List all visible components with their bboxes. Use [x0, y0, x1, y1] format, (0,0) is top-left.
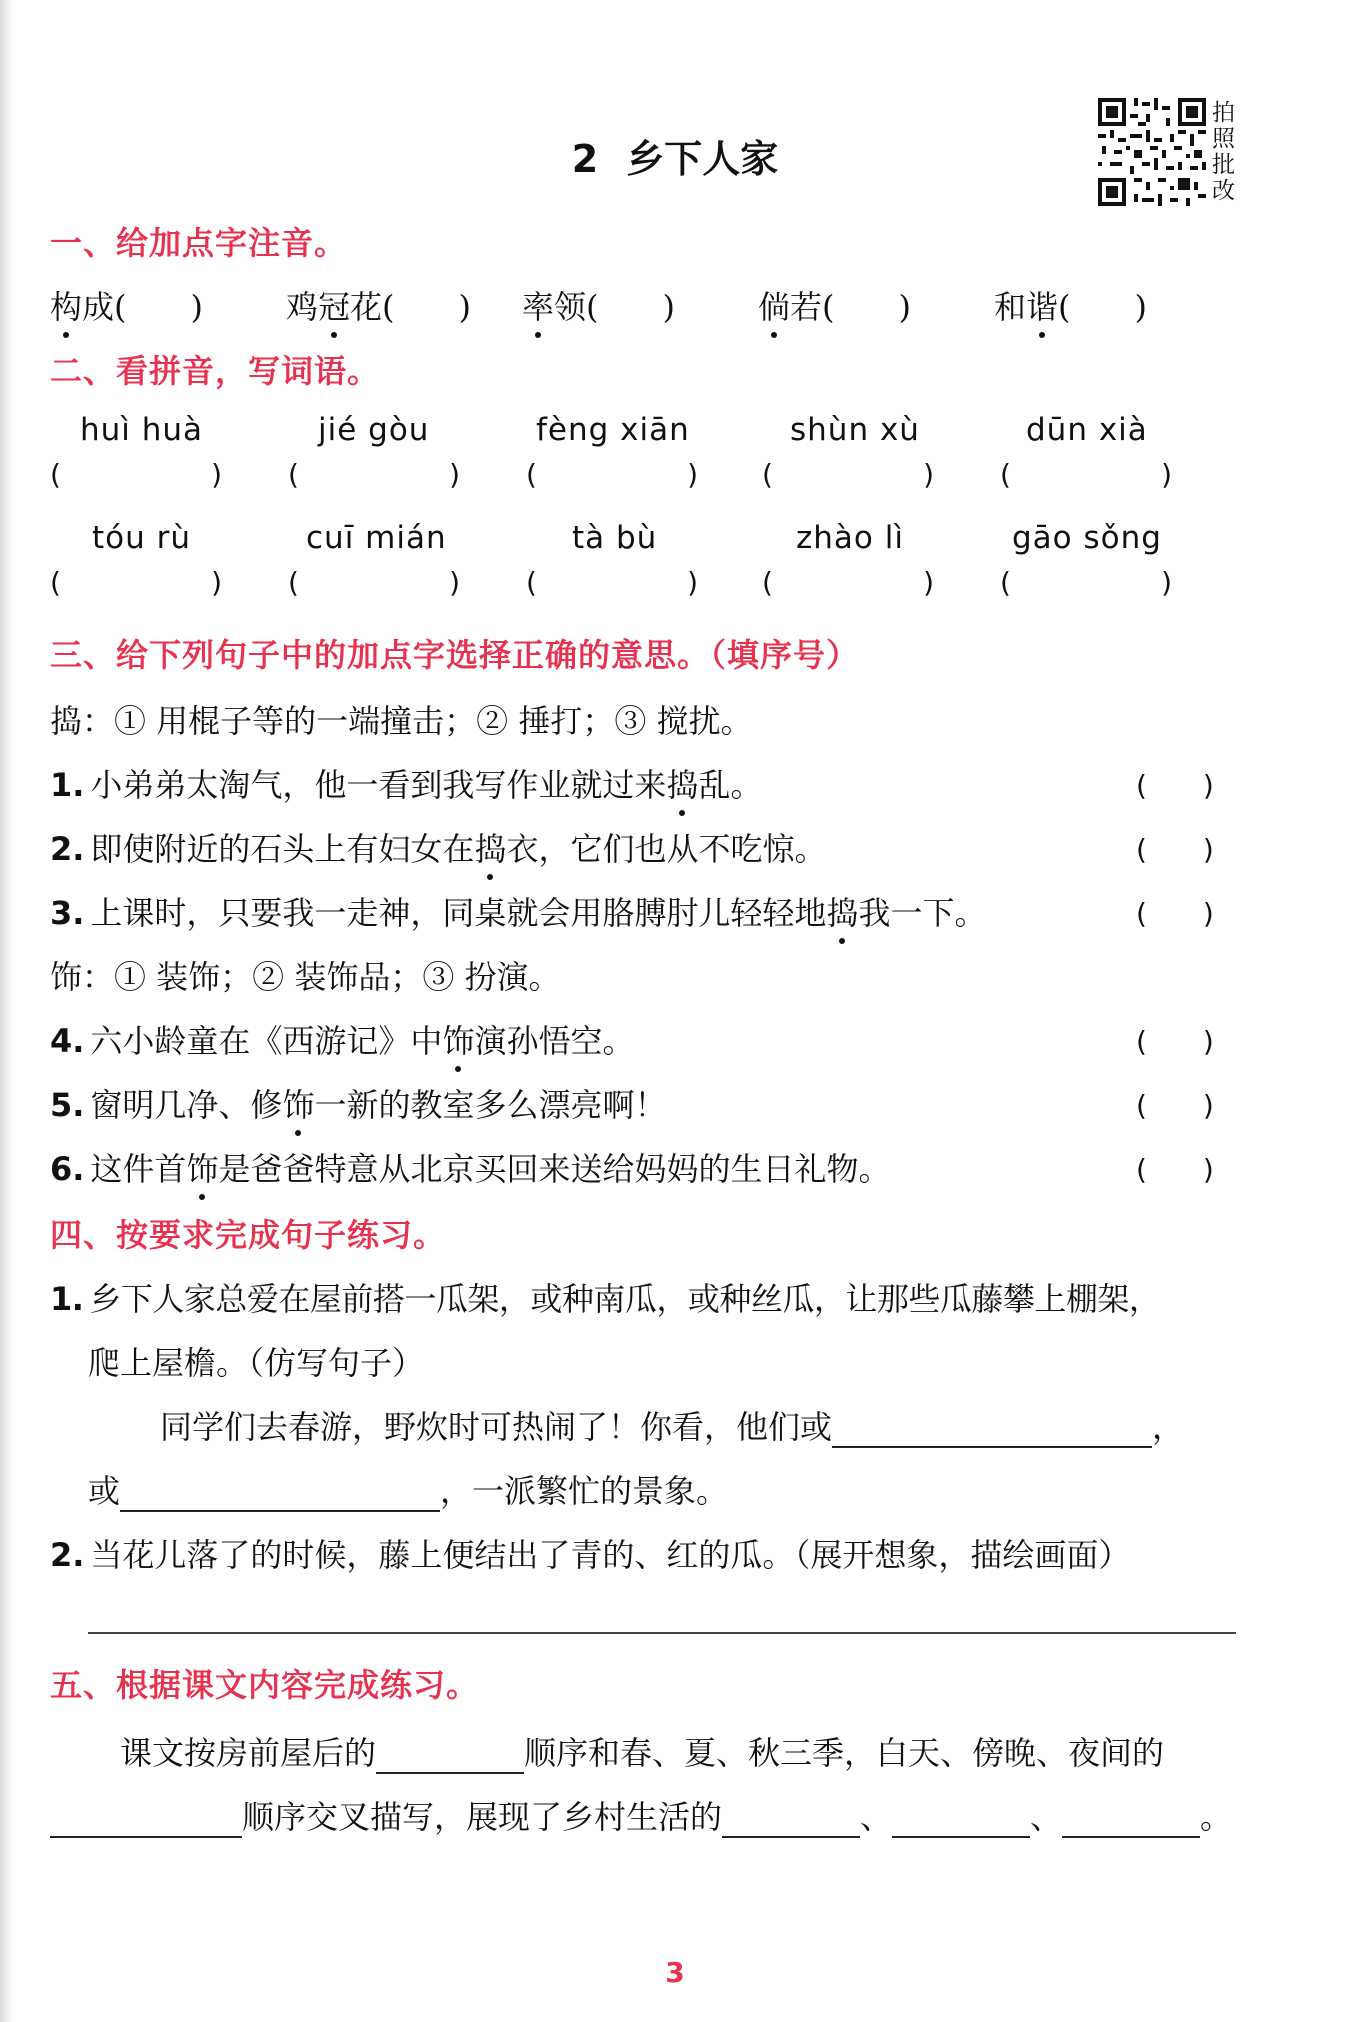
- dotted-char: 饰: [186, 1144, 218, 1190]
- dotted-char: 饰: [282, 1080, 314, 1126]
- lesson-number: 2: [571, 137, 599, 181]
- dotted-char: 饰: [442, 1016, 474, 1062]
- qr-label-char: 拍: [1212, 100, 1235, 126]
- q5-line-2: 顺序交叉描写，展现了乡村生活的 、 、 。: [50, 1792, 1232, 1838]
- workbook-page: 2 乡下人家 拍 照 批 改 一、给加点字注音。 构成( ) 鸡冠花( ) 率领( ) 倘若( ) 和谐( ) 二、看拼音，写词语。 huì huà jié gòu fèng xiān shùn xù dūn xià ( ) ( ) ( ) ( ) ( ) tóu rù cuī mián tà bù zhào lì gāo sǒng ( ) ( ) ( ) ( ) ( ) 三、给下列句子中的加点字选择正确的意思。（填序号） 捣：① 用棍子等的一端撞击；② 捶打；③ 搅扰。 1. 小弟弟太淘气，他一看到我写作业就过来捣乱。 ( ) 2. 即使附近的石头上有妇女在捣衣，它们也从不吃惊。 ( ) 3. 上课时，只要我一走神，同桌就会用胳膊肘儿轻轻地捣我一下。 ( ) 饰：① 装饰；② 装饰品；③ 扮演。 4. 六小龄童在《西游记》中饰演孙悟空。 ( ) 5. 窗明几净、修饰一新的教室多么漂亮啊！ ( ) 6. 这件首饰是爸爸特意从北京买回来送给妈妈的生日礼物。 ( ) 四、按要求完成句子练习。 1. 乡下人家总爱在屋前搭一瓜架，或种南瓜，或种丝瓜，让那些瓜藤攀上棚架， 爬上屋檐。（仿写句子） 同学们去春游，野炊时可热闹了！你看，他们或 ， 或 ，一派繁忙的景象。 2. 当花儿落了的时候，藤上便结出了青的、红的瓜。（展开想象，描绘画面） 五、根据课文内容完成练习。 课文按房前屋后的 顺序和春、夏、秋三季，白天、傍晚、夜间的 顺序交叉描写，展现了乡村生活的 、 、 。 3: [0, 0, 1350, 2022]
- pinyin: gāo sǒng: [1012, 520, 1162, 556]
- q4-item-1-line-2: 爬上屋檐。（仿写句子）: [88, 1344, 425, 1382]
- blank-line[interactable]: [832, 1414, 1152, 1448]
- dotted-char: 构: [50, 282, 82, 328]
- q5-line-1: 课文按房前屋后的 顺序和春、夏、秋三季，白天、傍晚、夜间的: [120, 1734, 1165, 1772]
- answer-box[interactable]: ( ): [1136, 897, 1214, 930]
- pinyin: fèng xiān: [536, 412, 690, 448]
- qr-code-icon[interactable]: [1098, 98, 1206, 206]
- dotted-char: 倘: [758, 282, 790, 328]
- definition-dao: 捣：① 用棍子等的一端撞击；② 捶打；③ 搅扰。: [50, 702, 753, 740]
- qr-label-char: 批: [1212, 152, 1235, 178]
- lesson-name: 乡下人家: [626, 137, 779, 181]
- answer-box[interactable]: ( ): [1136, 1153, 1214, 1186]
- section-3-heading: 三、给下列句子中的加点字选择正确的意思。（填序号）: [50, 636, 860, 674]
- qr-label: [1212, 100, 1240, 204]
- page-edge-shadow: [0, 0, 14, 2022]
- pinyin: jié gòu: [318, 412, 430, 448]
- pinyin: dūn xià: [1026, 412, 1148, 448]
- q4-item-1-fill-1: 同学们去春游，野炊时可热闹了！你看，他们或 ，: [160, 1408, 1185, 1446]
- pinyin: zhào lì: [796, 520, 904, 556]
- pinyin: shùn xù: [790, 412, 920, 448]
- section-4-heading: 四、按要求完成句子练习。: [50, 1216, 447, 1254]
- dotted-char: 冠: [318, 282, 350, 328]
- answer-box[interactable]: ( ): [1136, 833, 1214, 866]
- pinyin: tóu rù: [92, 520, 192, 556]
- section-1-heading: 一、给加点字注音。: [50, 224, 348, 262]
- q3-item-4: 4. 六小龄童在《西游记》中饰演孙悟空。: [50, 1016, 634, 1062]
- blank-line[interactable]: [722, 1804, 860, 1838]
- q3-item-5: 5. 窗明几净、修饰一新的教室多么漂亮啊！: [50, 1080, 666, 1126]
- blank-line[interactable]: [1062, 1804, 1200, 1838]
- q3-item-1: 1. 小弟弟太淘气，他一看到我写作业就过来捣乱。: [50, 760, 762, 806]
- q3-item-3: 3. 上课时，只要我一走神，同桌就会用胳膊肘儿轻轻地捣我一下。: [50, 888, 986, 934]
- q1-word-5: 和谐( ): [994, 282, 1147, 328]
- section-2-heading: 二、看拼音，写词语。: [50, 352, 381, 390]
- blank-line[interactable]: [50, 1804, 242, 1838]
- dotted-char: 捣: [826, 888, 858, 934]
- q3-item-2: 2. 即使附近的石头上有妇女在捣衣，它们也从不吃惊。: [50, 824, 826, 870]
- blank-line[interactable]: [376, 1740, 524, 1774]
- blank-line[interactable]: [892, 1804, 1030, 1838]
- definition-shi: 饰：① 装饰；② 装饰品；③ 扮演。: [50, 958, 561, 996]
- blank-line[interactable]: [120, 1478, 440, 1512]
- pinyin: cuī mián: [306, 520, 447, 556]
- q1-word-1: 构成( ): [50, 282, 203, 328]
- pinyin: tà bù: [572, 520, 658, 556]
- pinyin: huì huà: [80, 412, 204, 448]
- dotted-char: 谐: [1026, 282, 1058, 328]
- q4-item-1-line-1: 1. 乡下人家总爱在屋前搭一瓜架，或种南瓜，或种丝瓜，让那些瓜藤攀上棚架，: [50, 1280, 1161, 1318]
- q4-item-2: 2. 当花儿落了的时候，藤上便结出了青的、红的瓜。（展开想象，描绘画面）: [50, 1536, 1131, 1574]
- q4-item-1-fill-2: 或 ，一派繁忙的景象。: [88, 1472, 729, 1510]
- q1-word-3: 率领( ): [522, 282, 675, 328]
- dotted-char: 率: [522, 282, 554, 328]
- q1-word-2: 鸡冠花( ): [286, 282, 471, 328]
- answer-box[interactable]: ( ): [1136, 1025, 1214, 1058]
- dotted-char: 捣: [474, 824, 506, 870]
- answer-box[interactable]: ( ): [1136, 769, 1214, 802]
- qr-label-char: 照: [1212, 126, 1235, 152]
- page-number: 3: [665, 1956, 685, 1989]
- q1-word-4: 倘若( ): [758, 282, 911, 328]
- dotted-char: 捣: [666, 760, 698, 806]
- qr-label-char: 改: [1212, 178, 1235, 204]
- answer-box[interactable]: ( ): [1136, 1089, 1214, 1122]
- answer-line[interactable]: [88, 1632, 1236, 1634]
- section-5-heading: 五、根据课文内容完成练习。: [50, 1666, 480, 1704]
- q3-item-6: 6. 这件首饰是爸爸特意从北京买回来送给妈妈的生日礼物。: [50, 1144, 890, 1190]
